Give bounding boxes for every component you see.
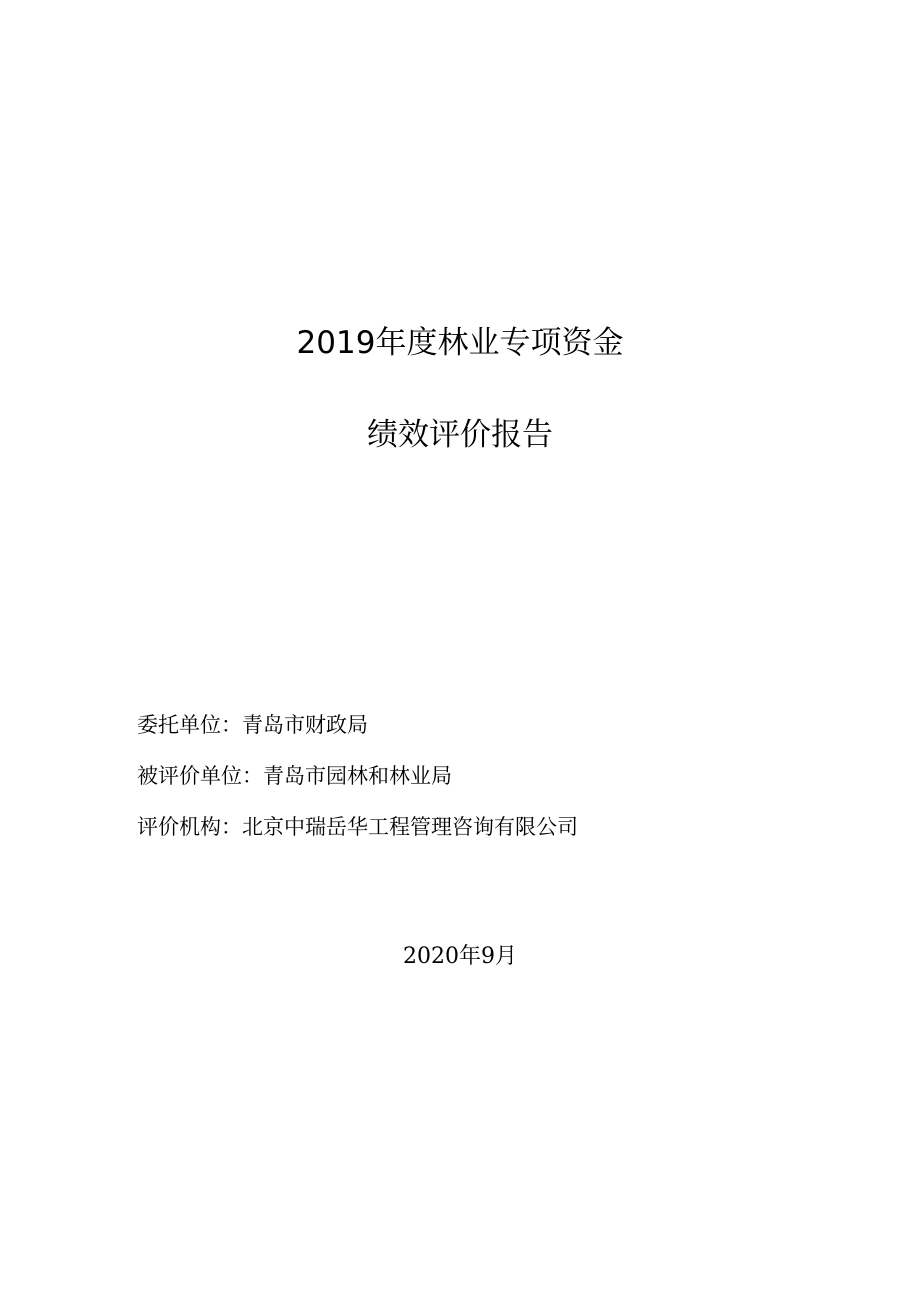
label-separator: ： bbox=[221, 815, 242, 839]
evaluation-agency-value: 北京中瑞岳华工程管理咨询有限公司 bbox=[242, 815, 578, 839]
evaluation-agency-row bbox=[137, 812, 837, 842]
report-date: 2020年9月 bbox=[403, 944, 517, 969]
report-title-line-2: 绩效评价报告 bbox=[367, 417, 553, 453]
label-separator: ： bbox=[221, 713, 242, 737]
evaluated-unit-row bbox=[137, 761, 837, 791]
commissioning-unit-label: 委托单位 bbox=[137, 713, 221, 737]
evaluated-unit-value: 青岛市园林和林业局 bbox=[263, 764, 452, 788]
evaluation-agency-label: 评价机构 bbox=[137, 815, 221, 839]
report-info-block bbox=[137, 710, 837, 863]
report-title-line-1: 2019年度林业专项资金 bbox=[296, 325, 624, 361]
commissioning-unit-value: 青岛市财政局 bbox=[242, 713, 368, 737]
label-separator: ： bbox=[242, 764, 263, 788]
evaluated-unit-label: 被评价单位 bbox=[137, 764, 242, 788]
commissioning-unit-row bbox=[137, 710, 837, 740]
